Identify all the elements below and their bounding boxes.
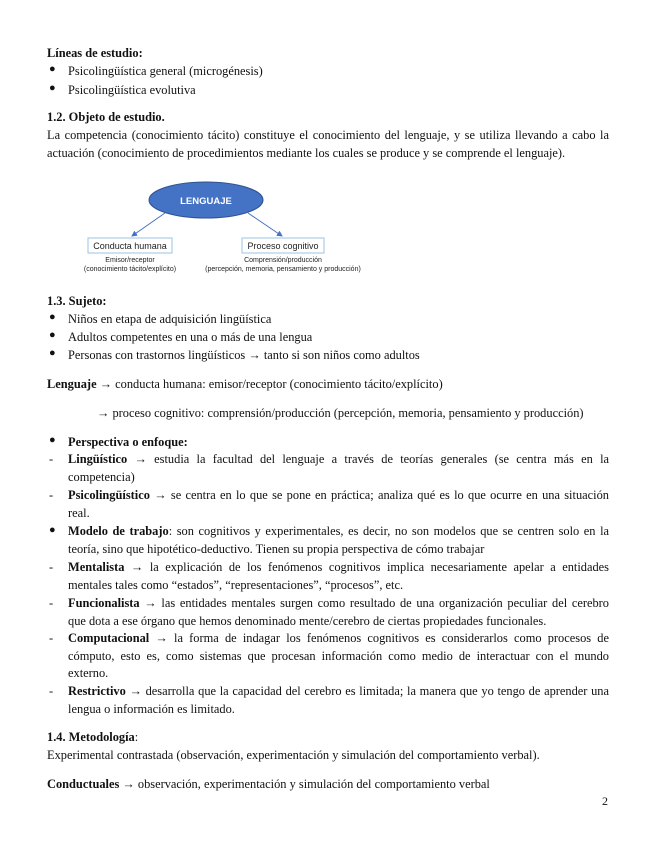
bullet-icon: ● [49,82,56,94]
conductuales-label: Conductuales → [47,777,135,791]
sujeto-item-2: Adultos competentes en una o más de una lengua [68,330,313,344]
page-number: 2 [602,794,608,808]
psicolinguistico-text: se centra en lo que se pone en práctica; analiza qué es lo que ocurre en una situación real. [68,488,609,520]
lenguaje-diagram [70,178,380,278]
bullet-icon: ● [49,329,56,341]
lineas-heading: Líneas de estudio: [47,46,143,60]
lenguaje-line-1 [47,375,443,393]
sujeto-item-3: Personas con trastornos lingüísticos → tanto si son niños como adultos [68,348,420,362]
funcionalista-text: las entidades mentales surgen como resultado de una organización peculiar del cerebro que dota a ese órgano que hemos denominado mente/cerebro de ciertas propiedades funcionales. [68,596,609,628]
funcionalista-item [68,595,609,630]
conducta-label: Conducta humana [93,241,167,251]
restrictivo-label: Restrictivo → [68,684,142,698]
conducta-sub1: Emisor/receptor [105,257,155,264]
metodologia-text: Experimental contrastada (observación, experimentación y simulación del comportamiento verbal). [47,748,540,762]
bullet-icon: ● [49,311,56,323]
modelo-text: : son cognitivos y experimentales, es decir, no son modelos que se centren solo en la teoría, sino que hipotético-deductivo. Tienen su propia perspectiva de cómo trabajar [68,524,610,556]
linguistico-item [68,451,609,486]
proceso-label: Proceso cognitivo [247,241,319,251]
psicolinguistico-label: Psicolingüístico → [68,488,167,502]
dash-marker: - [49,488,54,502]
objeto-heading: 1.2. Objeto de estudio. [47,110,165,124]
restrictivo-text: desarrolla que la capacidad del cerebro es limitada; la manera que yo tengo de aprender una lengua o información es limitado. [68,684,609,716]
lineas-item-2: Psicolingüística evolutiva [68,83,196,97]
computacional-item [68,630,609,683]
metodologia-colon: : [134,730,139,744]
conducta-sub2: (conocimiento tácito/explícito) [83,266,177,273]
restrictivo-item [68,683,609,718]
dash-marker: - [49,631,54,645]
right-arrow [248,213,282,236]
conductuales-line [47,775,490,793]
lenguaje-line-2: → proceso cognitivo: comprensión/producción (percepción, memoria, pensamiento y producción) [97,406,584,420]
left-arrow [132,213,165,236]
lineas-item-1: Psicolingüística general (microgénesis) [68,64,263,78]
bullet-icon: ● [49,63,56,75]
bullet-icon: ● [49,524,56,536]
lenguaje-label: Lenguaje → [47,377,113,391]
dash-marker: - [49,560,54,574]
dash-marker: - [49,684,54,698]
proceso-sub2: (percepción, memoria, pensamiento y producción) [205,266,361,273]
lenguaje-line1-text: conducta humana: emisor/receptor (conocimiento tácito/explícito) [112,377,443,391]
dash-marker: - [49,596,54,610]
metodologia-heading-line [47,728,138,746]
linguistico-label: Lingüístico → [68,452,147,466]
modelo-label: Modelo de trabajo [68,524,169,538]
conductuales-text: observación, experimentación y simulación del comportamiento verbal [134,777,490,791]
bullet-icon: ● [49,434,56,446]
funcionalista-label: Funcionalista → [68,596,157,610]
computacional-text: la forma de indagar los fenómenos cognitivos es considerarlos como procesos de cómputo, esto es, como sistemas que procesan información como medio de interactuar con el mundo externo. [68,631,609,680]
perspectiva-heading: Perspectiva o enfoque: [68,435,188,449]
bullet-icon: ● [49,347,56,359]
objeto-paragraph: La competencia (conocimiento tácito) constituye el conocimiento del lenguaje, y se utiliza llevando a cabo la actuación (conocimiento de procedimientos mediante los cuales se produce y se comprende el lenguaje). [47,128,609,160]
computacional-label: Computacional → [68,631,168,645]
sujeto-heading: 1.3. Sujeto: [47,294,107,308]
dash-marker: - [49,452,54,466]
metodologia-heading: 1.4. Metodología [47,730,135,744]
linguistico-text: estudia la facultad del lenguaje a través de teorías generales (se centra más en la competencia) [68,452,610,484]
psicolinguistico-item [68,487,609,522]
mentalista-item [68,559,609,594]
modelo-item [68,523,609,558]
mentalista-label: Mentalista → [68,560,144,574]
sujeto-item-1: Niños en etapa de adquisición lingüística [68,312,272,326]
proceso-sub1: Comprensión/producción [244,257,322,264]
diagram-root-label: LENGUAJE [180,196,232,207]
mentalista-text: la explicación de los fenómenos cognitivos implica necesariamente apelar a entidades mentales tales como “estados”, “representaciones”, “procesos”, etc. [68,560,609,592]
